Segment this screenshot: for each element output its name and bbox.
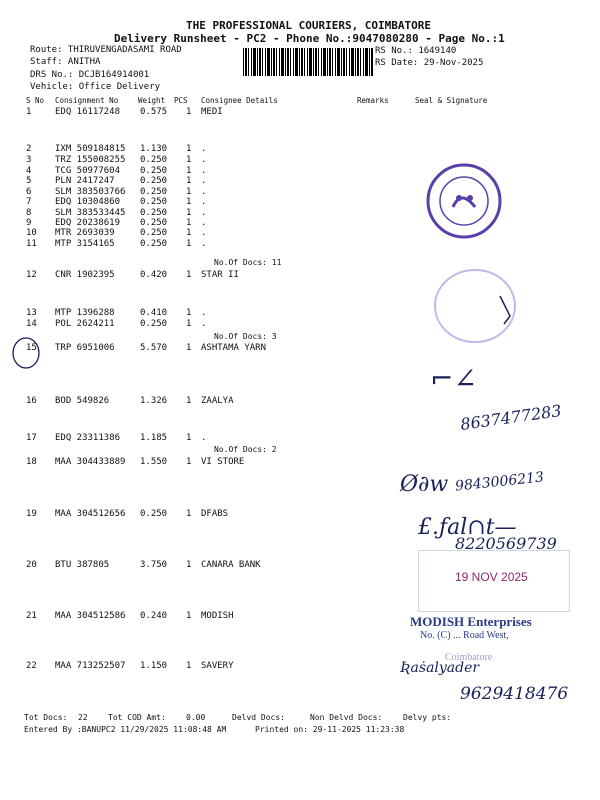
col-remarks: Remarks — [357, 96, 389, 105]
rs-date: RS Date: 29-Nov-2025 — [375, 58, 484, 68]
row-consignment: PLN 2417247 — [55, 176, 115, 186]
row-weight: 0.410 — [140, 308, 168, 318]
row-pcs: 1 — [186, 509, 192, 519]
row-consignee: . — [201, 208, 207, 218]
row-weight: 0.250 — [140, 155, 168, 165]
delivery-points-label: Delvy pts: — [403, 713, 452, 722]
tot-cod-value: 0.00 — [186, 713, 206, 722]
row-weight: 1.185 — [140, 433, 168, 443]
row-consignment: CNR 1902395 — [55, 270, 115, 280]
row-consignment: MTP 1396288 — [55, 308, 115, 318]
row-pcs: 1 — [186, 166, 192, 176]
row-consignee: ASHTAMA YARN — [201, 343, 267, 353]
row-weight: 0.250 — [140, 197, 168, 207]
row-pcs: 1 — [186, 176, 192, 186]
row-sno: 10 — [26, 228, 37, 238]
row-sno: 2 — [26, 144, 32, 154]
row-consignee: . — [201, 187, 207, 197]
row-consignment: MTR 2693039 — [55, 228, 115, 238]
row-consignment: TCG 50977604 — [55, 166, 121, 176]
row-weight: 0.575 — [140, 107, 168, 117]
row-consignee: . — [201, 144, 207, 154]
col-seal: Seal & Signature — [415, 96, 488, 105]
row-sno: 18 — [26, 457, 37, 467]
col-consignee: Consignee Details — [201, 96, 278, 105]
row-consignee: . — [201, 433, 207, 443]
row-consignment: BOD 549826 — [55, 396, 110, 406]
row-weight: 0.250 — [140, 218, 168, 228]
row-weight: 1.550 — [140, 457, 168, 467]
signature-mark-2: Ø∂w — [400, 472, 449, 497]
company-name: THE PROFESSIONAL COURIERS, COIMBATORE — [186, 19, 432, 32]
runsheet-subtitle: Delivery Runsheet - PC2 - Phone No.:9047080280 - Page No.:1 — [114, 32, 505, 45]
row-pcs: 1 — [186, 239, 192, 249]
row-consignment: TRZ 155008255 — [55, 155, 126, 165]
row-pcs: 1 — [186, 560, 192, 570]
row-sno: 13 — [26, 308, 37, 318]
row-weight: 1.326 — [140, 396, 168, 406]
row-consignee: ZAALYA — [201, 396, 234, 406]
row-sno: 7 — [26, 197, 32, 207]
row-pcs: 1 — [186, 319, 192, 329]
col-weight: Weight — [138, 96, 166, 105]
entered-by: Entered By :BANUPC2 11/29/2025 11:08:48 AM — [24, 725, 227, 734]
row-consignment: MAA 304512586 — [55, 611, 126, 621]
row-weight: 0.250 — [140, 509, 168, 519]
row-sno: 16 — [26, 396, 37, 406]
signature-mark-3: £.ƒal∩t— — [418, 515, 517, 540]
row-weight: 0.250 — [140, 176, 168, 186]
row-consignment: POL 2624211 — [55, 319, 115, 329]
row-pcs: 1 — [186, 208, 192, 218]
modish-stamp-city: Coimbatore — [445, 652, 493, 663]
row-consignee: SAVERY — [201, 661, 234, 671]
row-consignment: EDQ 16117248 — [55, 107, 121, 117]
row-consignee: CANARA BANK — [201, 560, 261, 570]
row-pcs: 1 — [186, 107, 192, 117]
row-consignment: IXM 509184815 — [55, 144, 126, 154]
row-pcs: 1 — [186, 433, 192, 443]
row-consignment: BTU 387805 — [55, 560, 110, 570]
row-pcs: 1 — [186, 661, 192, 671]
row-sno: 12 — [26, 270, 37, 280]
delivered-docs-label: Delvd Docs: — [232, 713, 285, 722]
staff-label: Staff: ANITHA — [30, 57, 101, 67]
row-weight: 0.250 — [140, 187, 168, 197]
row-sno: 1 — [26, 107, 32, 117]
row-consignee: . — [201, 308, 207, 318]
row-weight: 0.250 — [140, 208, 168, 218]
row-sno: 14 — [26, 319, 37, 329]
row-pcs: 1 — [186, 155, 192, 165]
row-sno: 17 — [26, 433, 37, 443]
row-sno: 15 — [26, 343, 37, 353]
row-consignee: DFABS — [201, 509, 229, 519]
row-consignee: VI STORE — [201, 457, 245, 467]
round-seal-stamp — [425, 162, 503, 240]
row-consignee: . — [201, 239, 207, 249]
signature-mark-4: Ʀaṡalyader — [400, 660, 480, 676]
row-weight: 0.250 — [140, 239, 168, 249]
row-sno: 3 — [26, 155, 32, 165]
circle-mark — [10, 336, 42, 370]
row-sno: 8 — [26, 208, 32, 218]
row-consignee: . — [201, 155, 207, 165]
row-consignee: . — [201, 319, 207, 329]
row-weight: 0.240 — [140, 611, 168, 621]
row-consignment: EDQ 23311386 — [55, 433, 121, 443]
row-weight: 0.250 — [140, 319, 168, 329]
row-weight: 0.420 — [140, 270, 168, 280]
vehicle-label: Vehicle: Office Delivery — [30, 82, 161, 92]
row-consignee: . — [201, 176, 207, 186]
row-sno: 11 — [26, 239, 37, 249]
row-consignment: MAA 304512656 — [55, 509, 126, 519]
row-pcs: 1 — [186, 270, 192, 280]
row-weight: 5.570 — [140, 343, 168, 353]
row-pcs: 1 — [186, 228, 192, 238]
row-consignee: MODISH — [201, 611, 234, 621]
drs-number: DRS No.: DCJB164914001 — [30, 70, 150, 80]
row-consignee: . — [201, 166, 207, 176]
row-pcs: 1 — [186, 308, 192, 318]
stamp-date: 19 NOV 2025 — [455, 570, 528, 584]
row-pcs: 1 — [186, 144, 192, 154]
row-consignment: MAA 713252507 — [55, 661, 126, 671]
row-weight: 0.250 — [140, 166, 168, 176]
row-sno: 4 — [26, 166, 32, 176]
handwritten-phone-1: 8637477283 — [459, 401, 563, 434]
rs-number: RS No.: 1649140 — [375, 46, 457, 56]
col-pcs: PCS — [174, 96, 188, 105]
row-pcs: 1 — [186, 187, 192, 197]
col-sno: S No — [26, 96, 45, 105]
modish-stamp-address: No. (C) ... Road West, — [420, 630, 509, 641]
row-weight: 1.130 — [140, 144, 168, 154]
row-consignment: SLM 383533445 — [55, 208, 126, 218]
row-weight: 3.750 — [140, 560, 168, 570]
row-consignee: . — [201, 218, 207, 228]
row-consignment: EDQ 20238619 — [55, 218, 121, 228]
row-consignee: MEDI — [201, 107, 223, 117]
row-consignment: MAA 304433889 — [55, 457, 126, 467]
row-consignee: . — [201, 197, 207, 207]
row-pcs: 1 — [186, 218, 192, 228]
tot-docs-label: Tot Docs: — [24, 713, 68, 722]
row-pcs: 1 — [186, 396, 192, 406]
modish-stamp-name: MODISH Enterprises — [410, 614, 532, 629]
printed-on: Printed on: 29-11-2025 11:23:38 — [255, 725, 405, 734]
row-pcs: 1 — [186, 611, 192, 621]
docs-note-3: No.Of Docs: 3 — [214, 332, 277, 341]
row-pcs: 1 — [186, 457, 192, 467]
handwritten-phone-2: 9843006213 — [454, 469, 545, 495]
row-consignee: . — [201, 228, 207, 238]
non-delivered-docs-label: Non Delvd Docs: — [310, 713, 383, 722]
row-pcs: 1 — [186, 197, 192, 207]
handwritten-phone-4: 9629418476 — [460, 684, 569, 704]
row-weight: 1.150 — [140, 661, 168, 671]
row-consignee: STAR II — [201, 270, 239, 280]
docs-note-2: No.Of Docs: 2 — [214, 445, 277, 454]
row-sno: 21 — [26, 611, 37, 621]
handwritten-phone-3: 8220569739 — [455, 534, 557, 553]
row-sno: 6 — [26, 187, 32, 197]
route-label: Route: THIRUVENGADASAMI ROAD — [30, 45, 182, 55]
row-sno: 22 — [26, 661, 37, 671]
row-consignment: MTP 3154165 — [55, 239, 115, 249]
row-consignment: SLM 383503766 — [55, 187, 126, 197]
row-pcs: 1 — [186, 343, 192, 353]
row-consignment: EDQ 10304860 — [55, 197, 121, 207]
col-consignment: Consignment No — [55, 96, 119, 105]
row-sno: 19 — [26, 509, 37, 519]
row-consignment: TRP 6951006 — [55, 343, 115, 353]
docs-note-11: No.Of Docs: 11 — [214, 258, 282, 267]
row-sno: 20 — [26, 560, 37, 570]
tot-docs-value: 22 — [78, 713, 88, 722]
barcode — [243, 48, 373, 76]
signature-scribble: ⌐∠ — [430, 362, 477, 395]
row-sno: 5 — [26, 176, 32, 186]
faded-seal-stamp — [430, 266, 520, 346]
row-sno: 9 — [26, 218, 32, 228]
tot-cod-label: Tot COD Amt: — [108, 713, 166, 722]
row-weight: 0.250 — [140, 228, 168, 238]
